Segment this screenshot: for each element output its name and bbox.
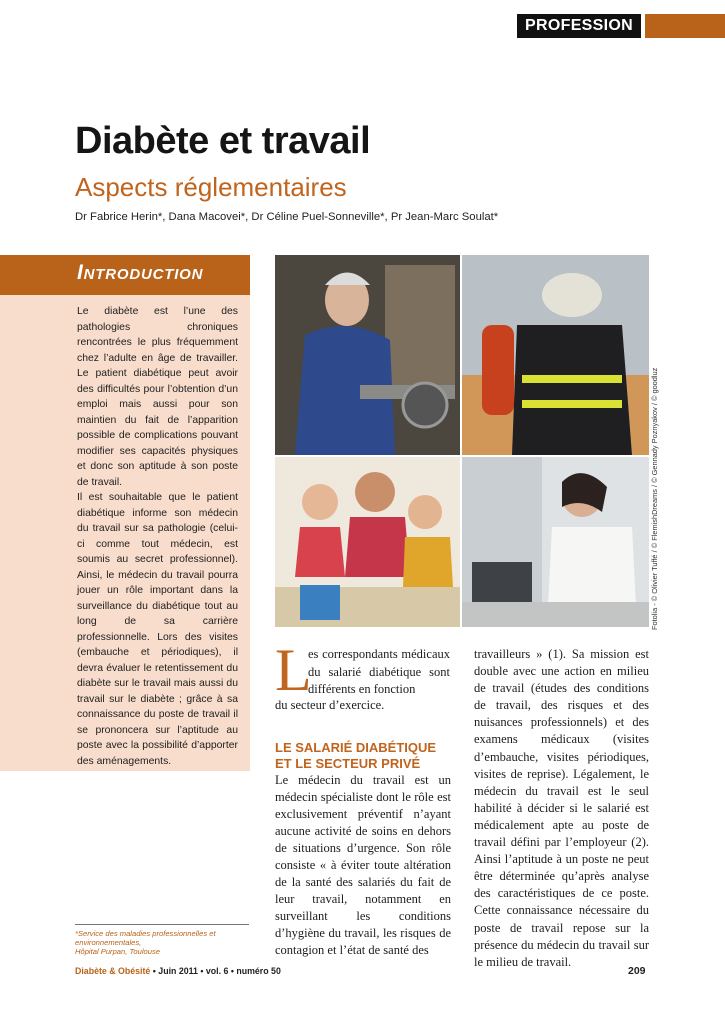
article-title: Diabète et travail [75,120,371,162]
photo-firefighter [462,255,649,455]
lead-text [308,646,450,699]
drop-cap: L [275,637,312,703]
footnote-line-2: Hôpital Purpan, Toulouse [75,947,160,956]
footnote-rule [75,924,249,925]
intro-text [77,304,238,769]
section-heading: LE SALARIÉ DIABÉTIQUE ET LE SECTEUR PRIVÉ [275,740,437,771]
article-subtitle: Aspects réglementaires [75,172,347,202]
footnote [75,929,250,956]
lead-text-end: du secteur d’exercice. [275,698,385,712]
section-banner: PROFESSION [517,14,641,38]
article-authors: Dr Fabrice Herin*, Dana Macovei*, Dr Céline Puel-Sonneville*, Pr Jean-Marc Soulat* [75,211,499,223]
section-banner-accent [645,14,725,38]
photo-children [275,457,460,627]
intro-heading: Introduction [77,261,204,284]
intro-heading-bar [0,255,250,295]
journal-name-a: Diabète [75,966,107,976]
journal-issue: • Juin 2011 • vol. 6 • numéro 50 [152,966,281,976]
footer-journal [75,966,281,976]
intro-box [0,295,250,771]
photo-credit: Fotolia - © Olivier Tuffé / © FlemishDreams / © Gennady Poznyakov / © goodluz [650,367,659,630]
journal-name-b: Obésité [118,966,151,976]
body-paragraph-left: Le médecin du travail est un médecin spécialiste dont le rôle est exclusivement préventif n’ayant aucune activité de soins en dehors de situations d’urgence. Son rôle consiste « à éviter toute altération de la santé des salariés du fait de leur travail, notamment en surveillant les conditions d’hygiène du travail, les risques de contagion et l’état de santé des [275,773,451,957]
photo-workshop [275,255,460,455]
page-number: 209 [628,965,646,977]
body-column-left [275,772,451,959]
body-paragraph-right: travailleurs » (1). Sa mission est double avec une action en milieu de travail (études des conditions de travail, des risques et des nuisances professionnels) et des examens médicaux (visites d’embauche, visites périodiques, visites de reprise). Légalement, le médecin du travail est le seul habilité à décider si le salarié est médicalement apte au poste de travail défini par l’employeur (2). Ainsi l’aptitude à un poste ne peut être déterminée qu’après analyse des caractéristiques de ce poste. Cette connaissance nécessaire du poste de travail repose sur la présence du médecin du travail sur le milieu de travail. [474,647,649,969]
lead-paragraph: es correspondants médicaux du salarié diabétique sont différents en fonction [308,647,450,696]
intro-paragraph-1: Le diabète est l’une des pathologies chroniques rencontrées le plus fréquemment chez l’adulte en âge de travailler. Le patient diabétique peut avoir des difficultés pour l’obtention d’un emploi mais aussi pour son maintien du fait de l’apparition possible de complications pouvant modifier ses capacités physiques et donc son aptitude à son poste de travail. [77,306,238,488]
journal-ampersand: & [109,966,116,976]
footnote-line-1: *Service des maladies professionnelles et environnementales, [75,929,216,947]
body-column-right [474,646,649,971]
photo-office [462,457,649,627]
intro-paragraph-2: Il est souhaitable que le patient diabétique informe son médecin du travail sur sa pathologie (celui-ci comme tout médecin, est soumis au secret professionnel). Ainsi, le médecin du travail pourra jouer un rôle important dans la surveillance du diabétique tout au long de sa carrière professionnelle. Lors des visites (embauche et périodiques), il devra évaluer le retentissement du diabète sur le travail mais aussi du travail sur le diabète ; grâce à sa connaissance du poste de travail il se prononcera sur l’aptitude au poste avec la possibilité d’apporter des aménagements. [77,492,238,767]
